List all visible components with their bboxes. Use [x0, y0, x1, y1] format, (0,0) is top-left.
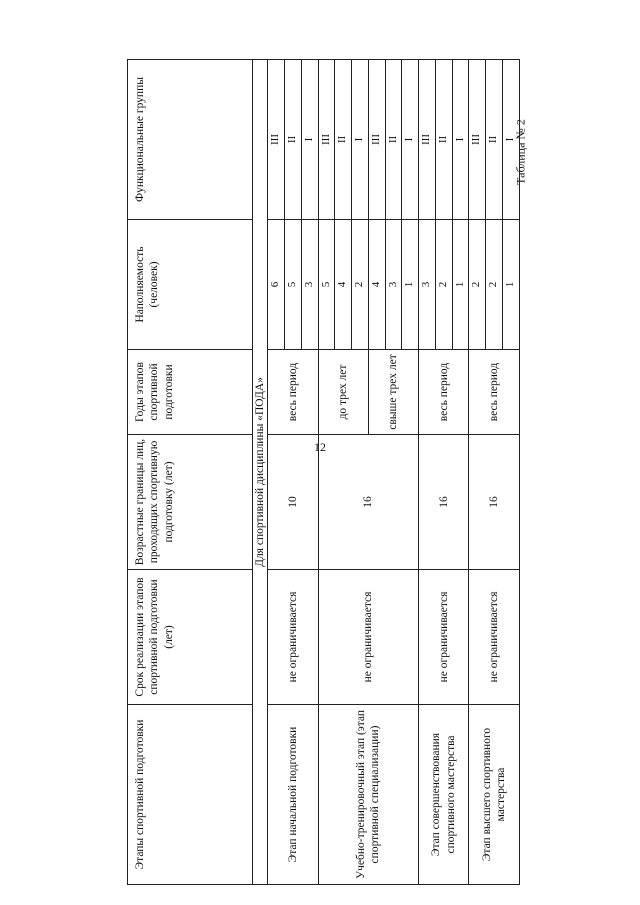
- functional-group-cell: III: [419, 60, 436, 220]
- group-size-cell: 3: [385, 220, 402, 350]
- functional-group-cell: I: [301, 60, 318, 220]
- header-duration: Срок реализации этапов спортивной подготовки (лет): [128, 570, 253, 705]
- functional-group-cell: III: [368, 60, 385, 220]
- stage-name-cell: Учебно-тренировочный этап (этап спортивной специализации): [318, 705, 419, 885]
- table-row: [268, 60, 285, 885]
- years-cell: весь период: [469, 350, 519, 435]
- group-size-cell: 1: [452, 220, 469, 350]
- group-size-cell: 2: [469, 220, 486, 350]
- group-size-cell: 1: [402, 220, 419, 350]
- duration-cell: не ограничивается: [469, 570, 519, 705]
- table-row: [318, 60, 335, 885]
- functional-group-cell: II: [435, 60, 452, 220]
- stage-name-cell: Этап высшего спортивного мастерства: [469, 705, 519, 885]
- section-row: [253, 60, 268, 885]
- functional-group-cell: II: [285, 60, 302, 220]
- age-cell: 16: [469, 435, 519, 570]
- functional-group-cell: I: [352, 60, 369, 220]
- years-cell: свыше трех лет: [368, 350, 418, 435]
- age-cell: 10: [268, 435, 318, 570]
- rotated-table-wrapper: [127, 60, 516, 885]
- group-size-cell: 1: [502, 220, 519, 350]
- table-row: [469, 60, 486, 885]
- functional-group-cell: II: [385, 60, 402, 220]
- years-cell: до трех лет: [318, 350, 368, 435]
- duration-cell: не ограничивается: [268, 570, 318, 705]
- group-size-cell: 2: [486, 220, 503, 350]
- years-cell: весь период: [419, 350, 469, 435]
- duration-cell: не ограничивается: [419, 570, 469, 705]
- group-size-cell: 4: [335, 220, 352, 350]
- functional-group-cell: III: [268, 60, 285, 220]
- functional-group-cell: II: [486, 60, 503, 220]
- table-row: [419, 60, 436, 885]
- table-caption: Таблица № 2: [513, 119, 528, 185]
- age-cell: 16: [318, 435, 419, 570]
- functional-group-cell: I: [502, 60, 519, 220]
- header-years: Годы этапов спортивной подготовки: [128, 350, 253, 435]
- functional-group-cell: II: [335, 60, 352, 220]
- table-body: [253, 60, 520, 885]
- functional-group-cell: III: [318, 60, 335, 220]
- functional-group-cell: III: [469, 60, 486, 220]
- header-group-size: Наполняемость (человек): [128, 220, 253, 350]
- header-row: [128, 60, 253, 885]
- functional-group-cell: I: [402, 60, 419, 220]
- group-size-cell: 2: [435, 220, 452, 350]
- age-cell: 16: [419, 435, 469, 570]
- rotated-table-frame: [127, 60, 516, 885]
- header-stage: Этапы спортивной подготовки: [128, 705, 253, 885]
- group-size-cell: 4: [368, 220, 385, 350]
- group-size-cell: 5: [285, 220, 302, 350]
- group-size-cell: 3: [301, 220, 318, 350]
- section-title: Для спортивной дисциплины «ПОДА»: [253, 60, 268, 885]
- group-size-cell: 3: [419, 220, 436, 350]
- group-size-cell: 6: [268, 220, 285, 350]
- stage-name-cell: Этап совершенствования спортивного мастерства: [419, 705, 469, 885]
- page-number: 12: [314, 440, 326, 454]
- duration-cell: не ограничивается: [318, 570, 419, 705]
- header-functional-groups: Функциональные группы: [128, 60, 253, 220]
- group-size-cell: 5: [318, 220, 335, 350]
- stage-name-cell: Этап начальной подготовки: [268, 705, 318, 885]
- functional-group-cell: I: [452, 60, 469, 220]
- header-age: Возрастные границы лиц, проходящих спортивную подготовку (лет): [128, 435, 253, 570]
- years-cell: весь период: [268, 350, 318, 435]
- sports-training-table: [127, 59, 520, 885]
- group-size-cell: 2: [352, 220, 369, 350]
